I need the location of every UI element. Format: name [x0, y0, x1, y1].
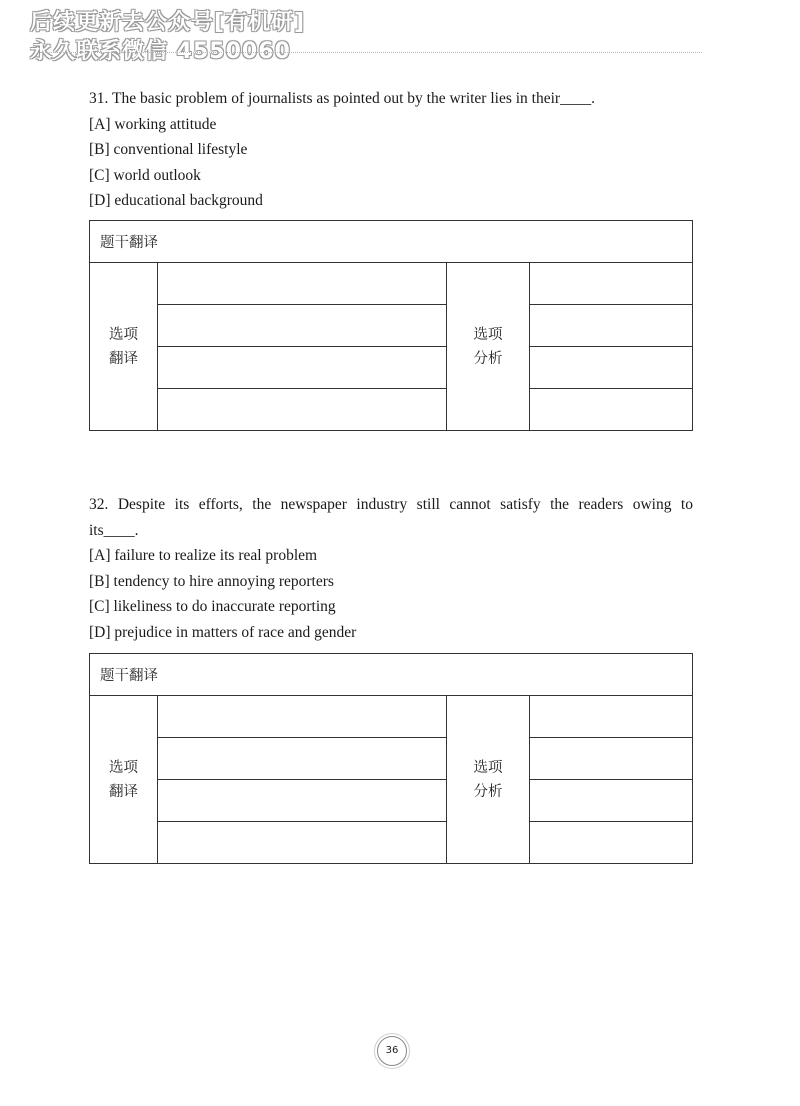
option-translation-cell[interactable] — [158, 389, 447, 431]
watermark-line-2: 永久联系微信 4550060 — [30, 39, 291, 64]
answer-table-32 — [89, 653, 693, 864]
question-31 — [89, 86, 693, 214]
option-analysis-cell[interactable] — [530, 780, 693, 822]
option-analysis-cell[interactable] — [530, 389, 693, 431]
option-a: [A] failure to realize its real problem — [89, 547, 318, 564]
option-translation-cell[interactable] — [158, 822, 447, 864]
watermark-line-1: 后续更新去公众号[有机研] — [30, 10, 306, 35]
option-b: [B] conventional lifestyle — [89, 141, 248, 158]
option-b: [B] tendency to hire annoying reporters — [89, 572, 334, 590]
watermark — [30, 8, 360, 66]
stem-translation-label: 题干翻译 — [90, 654, 693, 696]
option-analysis-cell[interactable] — [530, 305, 693, 347]
answer-table-31 — [89, 220, 693, 431]
page-number: 36 — [377, 1036, 407, 1066]
option-analysis-cell[interactable] — [530, 822, 693, 864]
option-translation-cell[interactable] — [158, 738, 447, 780]
option-translation-cell[interactable] — [158, 780, 447, 822]
option-translation-label: 选项 翻译 — [90, 263, 158, 431]
header-divider — [40, 52, 702, 53]
question-stem-cont: its____. — [89, 521, 139, 539]
option-d: [D] prejudice in matters of race and gender — [89, 623, 357, 641]
option-translation-cell[interactable] — [158, 347, 447, 389]
option-c: [C] likeliness to do inaccurate reporting — [89, 598, 336, 615]
option-analysis-cell[interactable] — [530, 696, 693, 738]
option-d: [D] educational background — [89, 192, 263, 209]
option-translation-cell[interactable] — [158, 305, 447, 347]
option-analysis-cell[interactable] — [530, 738, 693, 780]
question-stem: 32. Despite its efforts, the newspaper industry still cannot satisfy the readers owing to — [89, 496, 693, 513]
stem-translation-label: 题干翻译 — [90, 221, 693, 263]
option-a: [A] working attitude — [89, 115, 217, 133]
option-analysis-cell[interactable] — [530, 263, 693, 305]
question-stem: 31. The basic problem of journalists as pointed out by the writer lies in their____. — [89, 90, 595, 107]
option-analysis-cell[interactable] — [530, 347, 693, 389]
option-translation-cell[interactable] — [158, 696, 447, 738]
question-32 — [89, 492, 693, 645]
option-analysis-label: 选项 分析 — [447, 263, 530, 431]
option-translation-cell[interactable] — [158, 263, 447, 305]
option-translation-label: 选项 翻译 — [90, 696, 158, 864]
option-c: [C] world outlook — [89, 166, 201, 184]
option-analysis-label: 选项 分析 — [447, 696, 530, 864]
